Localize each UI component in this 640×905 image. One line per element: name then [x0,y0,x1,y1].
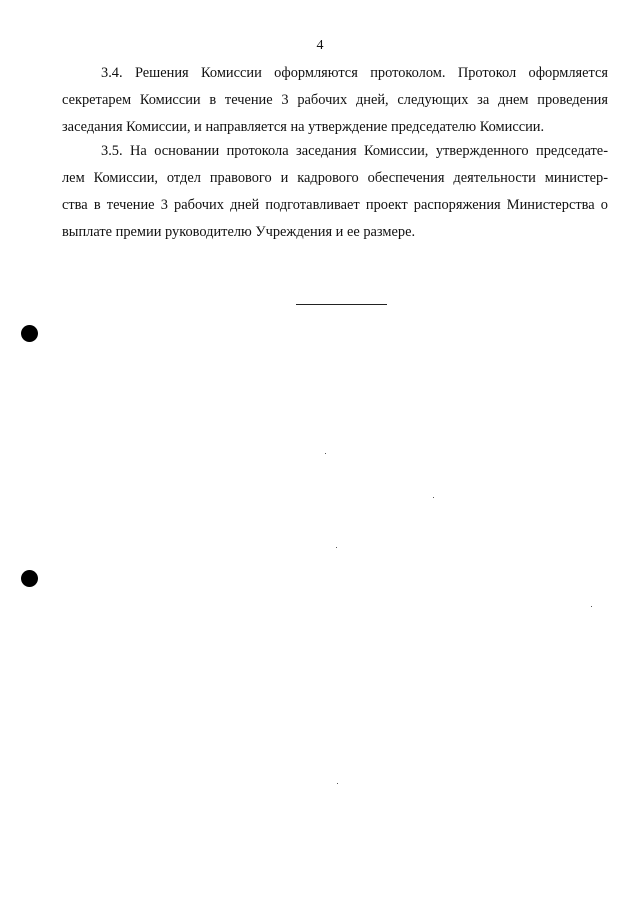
paragraph-line: 3.5. На основании протокола заседания Комиссии, утвержденного председате- [101,143,608,159]
paragraph-line: выплате премии руководителю Учреждения и ее размере. [62,224,416,240]
paragraph-3-4 [62,60,608,141]
scan-speck [325,453,326,454]
scan-speck [337,783,338,784]
scan-speck [591,606,592,607]
punch-hole-mark [21,325,38,342]
paragraph-3-5 [62,138,608,246]
scan-speck [433,497,434,498]
paragraph-line: ства в течение 3 рабочих дней подготавливает проект распоряжения Министерства о [62,197,608,213]
paragraph-line: заседания Комиссии, и направляется на утверждение председателю Комиссии. [62,119,545,135]
paragraph-line: секретарем Комиссии в течение 3 рабочих дней, следующих за днем проведения [62,92,608,108]
end-of-text-rule [296,304,387,305]
page-number: 4 [316,38,324,53]
punch-hole-mark [21,570,38,587]
paragraph-line: 3.4. Решения Комиссии оформляются протоколом. Протокол оформляется [101,65,608,81]
scan-speck [336,547,337,548]
paragraph-line: лем Комиссии, отдел правового и кадрового обеспечения деятельности министер- [62,170,608,186]
